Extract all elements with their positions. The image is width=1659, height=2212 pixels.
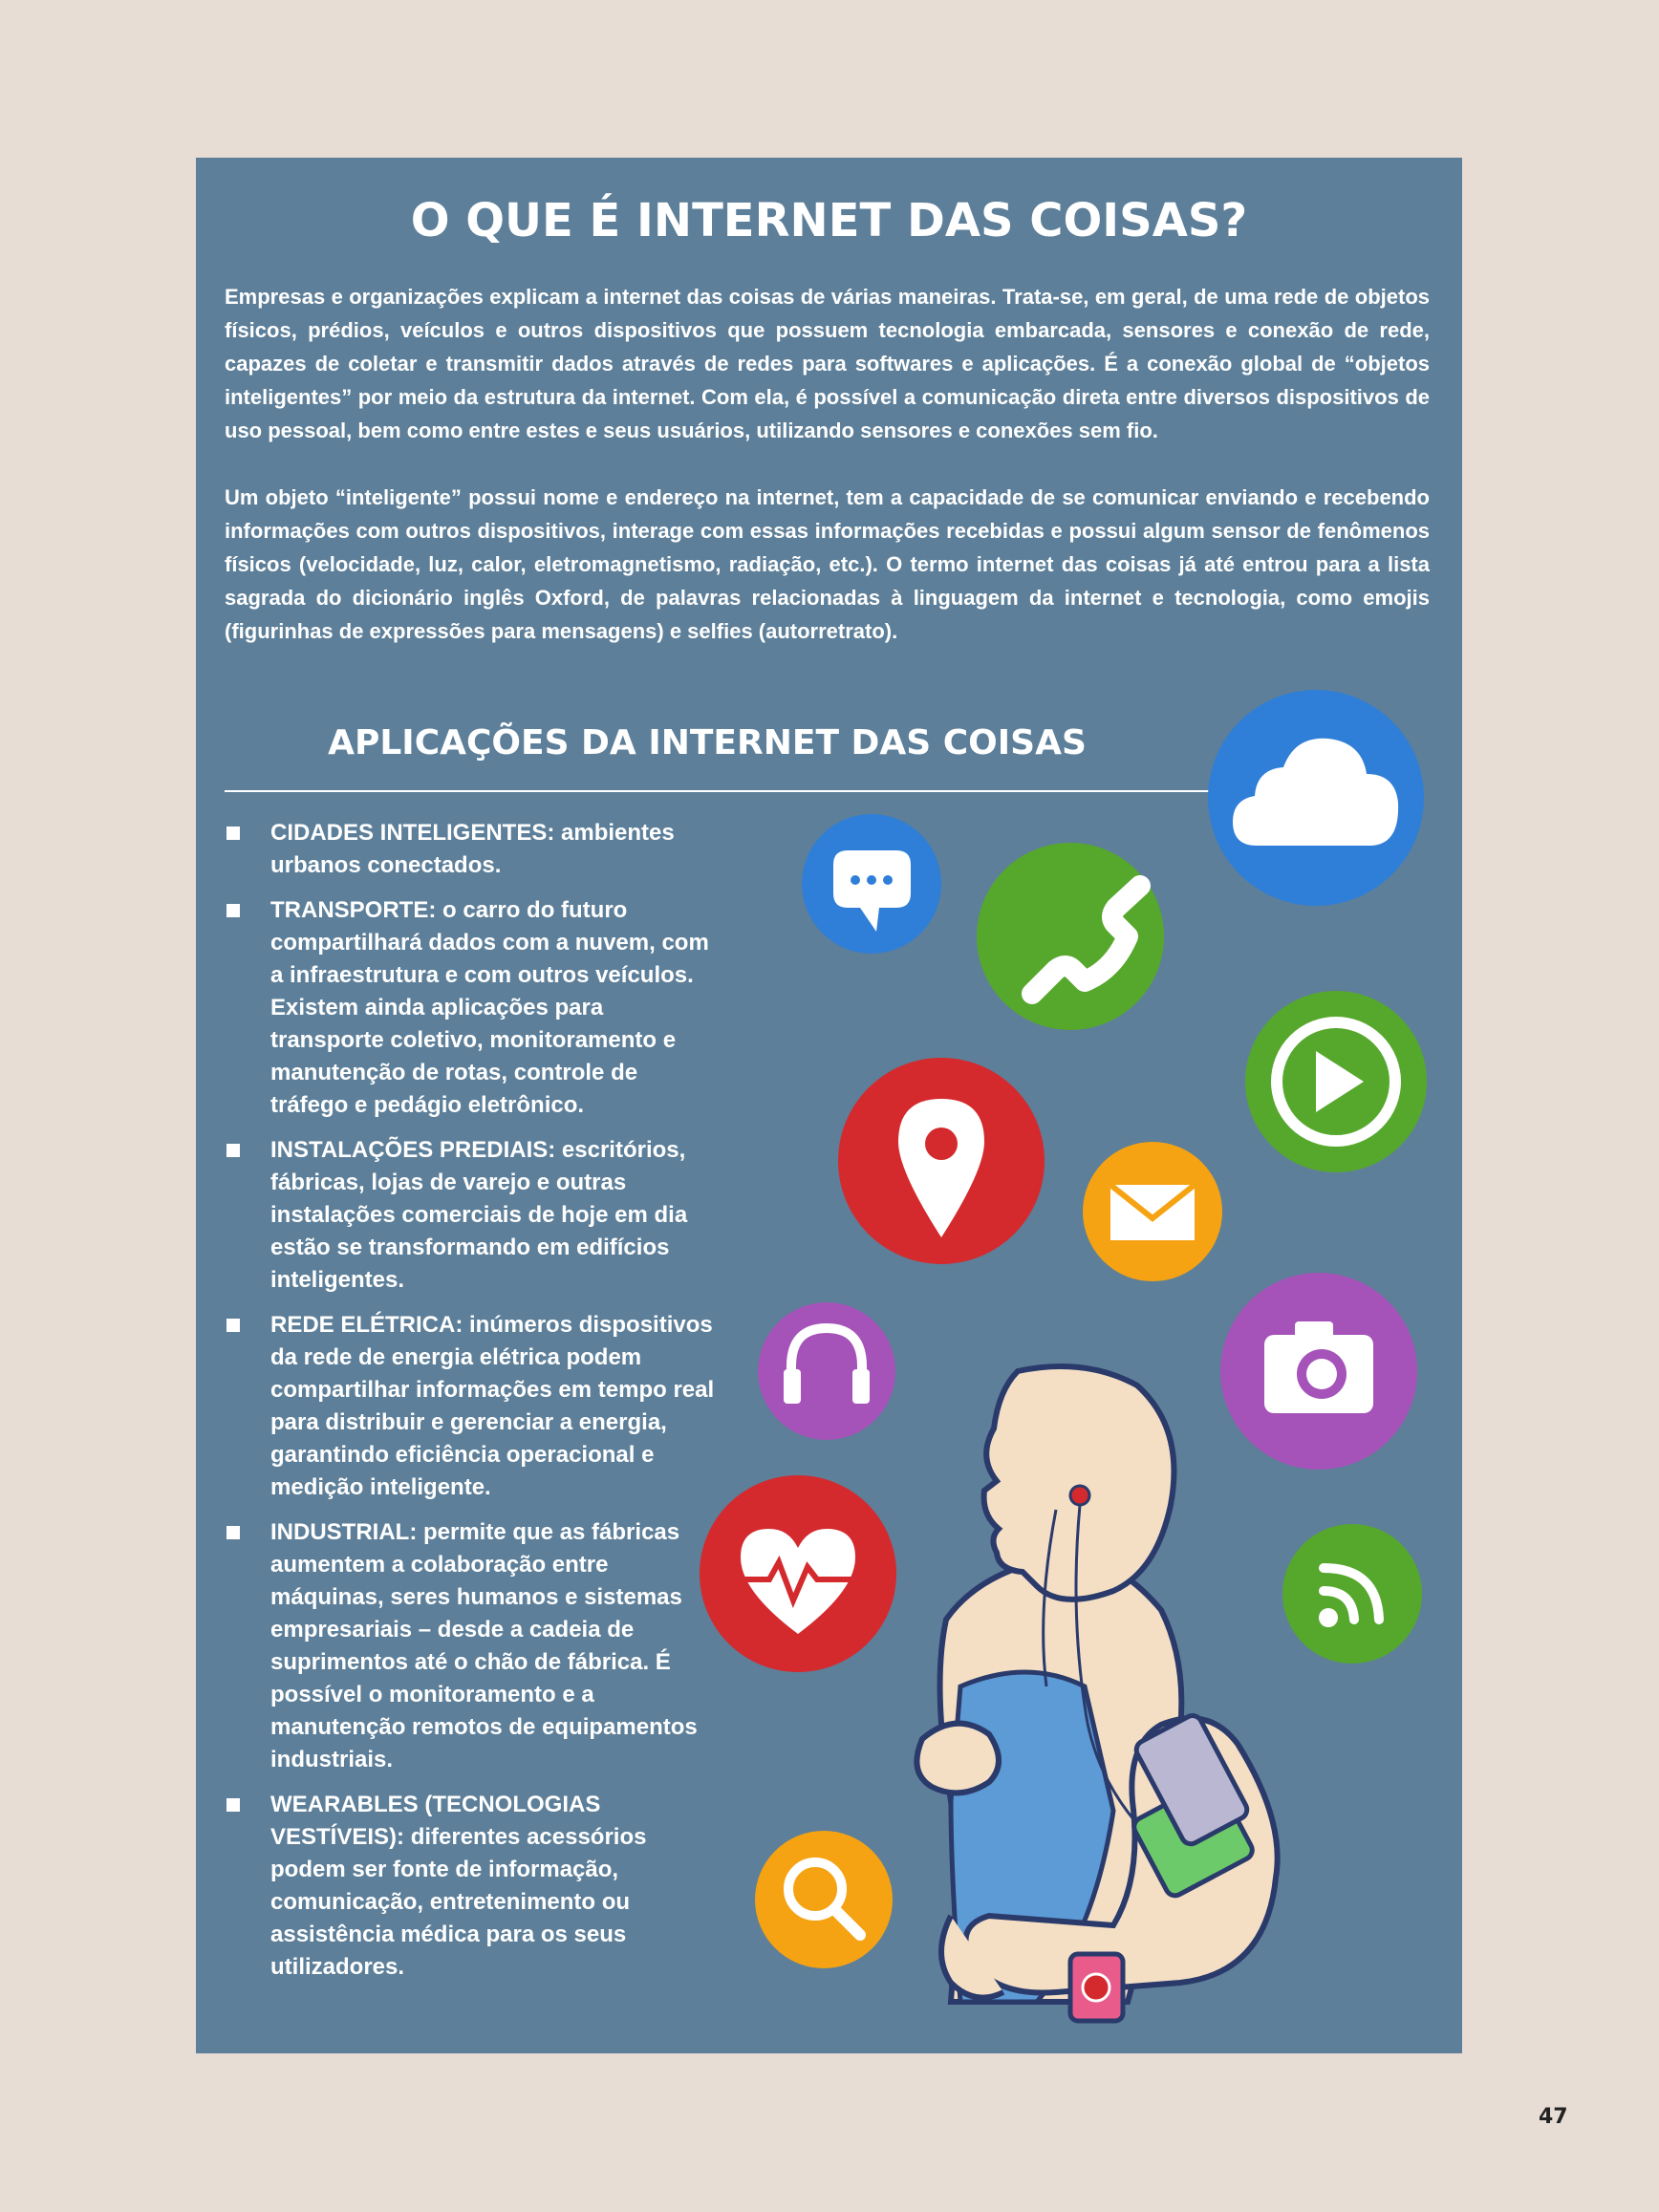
infographic-panel — [196, 158, 1462, 2053]
search-icon — [755, 1831, 893, 1968]
page-title: O QUE É INTERNET DAS COISAS? — [410, 194, 1248, 247]
play-icon — [1245, 991, 1427, 1172]
heart-pulse-icon — [700, 1475, 896, 1672]
intro-paragraph-1: Empresas e organizações explicam a internet das coisas de várias maneiras. Trata-se, em geral, de uma rede de objetos físicos, prédios, veículos e outros dispositivos que possuem tecnologia embarcada, sensores e conexão de rede, capazes de coletar e transmitir dados através de redes para softwares e aplicações. É a conexão global de “objetos inteligentes” por meio da estrutura da internet. Com ela, é possível a comunicação direta entre diversos dispositivos de uso pessoal, bem como entre estes e seus usuários, utilizando sensores e conexões sem fio. — [225, 285, 1430, 442]
mail-icon — [1083, 1142, 1222, 1281]
camera-icon — [1220, 1273, 1417, 1470]
list-item: INSTALAÇÕES PREDIAIS: escritórios, fábricas, lojas de varejo e outras instalações comerciais de hoje em dia estão se transformando em edifícios inteligentes. — [225, 1134, 722, 1297]
cloud-icon — [1208, 690, 1424, 906]
chat-bubble-icon — [802, 814, 941, 954]
applications-heading: APLICAÇÕES DA INTERNET DAS COISAS — [328, 723, 1087, 762]
phone-icon — [977, 843, 1164, 1030]
list-item: WEARABLES (TECNOLOGIAS VESTÍVEIS): diferentes acessórios podem ser fonte de informação, comunicação, entretenimento ou assistência médica para os seus utilizadores. — [225, 1789, 722, 1984]
list-item: TRANSPORTE: o carro do futuro compartilhará dados com a nuvem, com a infraestrutura e com outros veículos. Existem ainda aplicações para transporte coletivo, monitoramento e manutenção de rotas, controle de tráfego e pedágio eletrônico. — [225, 894, 722, 1122]
list-item: CIDADES INTELIGENTES: ambientes urbanos conectados. — [225, 817, 722, 882]
iot-illustration — [196, 158, 1462, 2053]
location-pin-icon — [838, 1058, 1045, 1264]
list-item: INDUSTRIAL: permite que as fábricas aumentem a colaboração entre máquinas, seres humanos e sistemas empresariais – desde a cadeia de suprimentos até o chão de fábrica. É possível o monitoramento e a manutenção remotos de equipamentos industriais. — [225, 1516, 722, 1776]
runner-illustration — [916, 1366, 1277, 2021]
wifi-signal-icon — [1282, 1524, 1422, 1664]
intro-paragraph-2: Um objeto “inteligente” possui nome e endereço na internet, tem a capacidade de se comunicar enviando e recebendo informações com outros dispositivos, interage com essas informações recebidas e possui algum sensor de fenômenos físicos (velocidade, luz, calor, eletromagnetismo, radiação, etc.). O termo internet das coisas já até entrou para a lista sagrada do dicionário inglês Oxford, de palavras relacionadas à linguagem da internet e tecnologia, como emojis (figurinhas de expressões para mensagens) e selfies (autorretrato). — [225, 485, 1430, 643]
page-number: 47 — [1539, 2105, 1568, 2129]
list-item: REDE ELÉTRICA: inúmeros dispositivos da rede de energia elétrica podem compartilhar informações em tempo real para distribuir e gerenciar a energia, garantindo eficiência operacional e medição inteligente. — [225, 1309, 722, 1504]
headphones-icon — [758, 1302, 895, 1440]
